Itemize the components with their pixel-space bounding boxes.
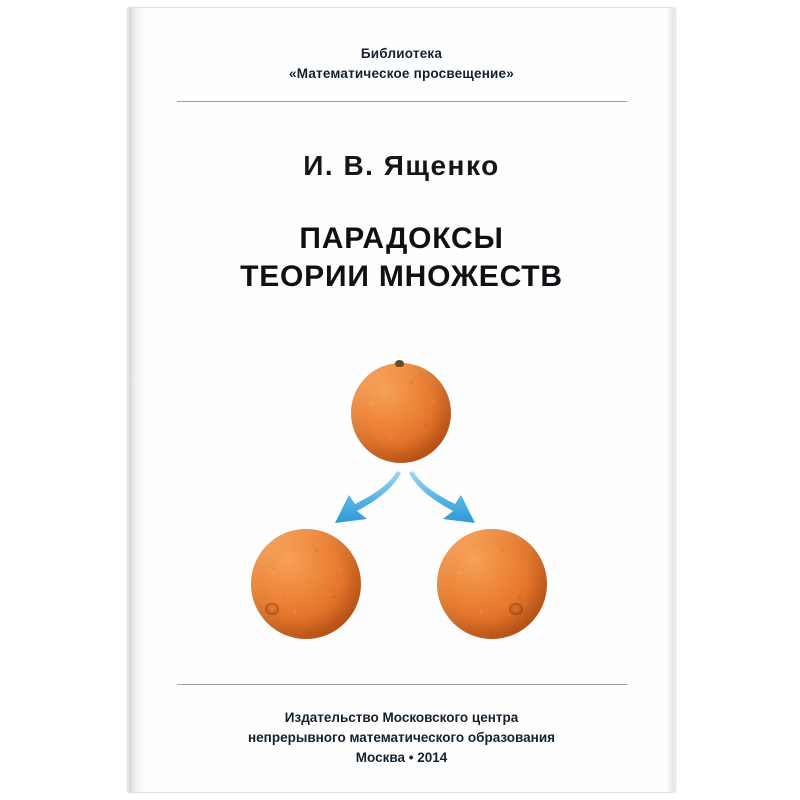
orange-navel-icon (265, 603, 279, 615)
orange-navel-icon (509, 603, 523, 615)
publisher-line-2: непрерывного математического образования (248, 730, 555, 745)
orange-bottom-left-icon (251, 529, 361, 639)
orange-top-icon (351, 363, 451, 463)
title-line-1: ПАРАДОКСЫ (299, 222, 504, 255)
divider-top (177, 101, 627, 102)
orange-bottom-right-icon (437, 529, 547, 639)
book-cover (128, 8, 675, 792)
orange-stem-icon (395, 360, 404, 367)
publisher-block (129, 708, 674, 768)
series-line-2: «Математическое просвещение» (289, 66, 514, 81)
series-line-1: Библиотека (360, 46, 443, 61)
publisher-line-3: Москва • 2014 (355, 750, 448, 765)
series-title (129, 44, 674, 84)
divider-bottom (177, 684, 627, 685)
cover-illustration (129, 363, 674, 663)
author-name: И. В. Ященко (303, 150, 500, 181)
book-title (129, 220, 674, 296)
publisher-line-1: Издательство Московского центра (284, 710, 519, 725)
title-line-2: ТЕОРИИ МНОЖЕСТВ (240, 260, 563, 293)
